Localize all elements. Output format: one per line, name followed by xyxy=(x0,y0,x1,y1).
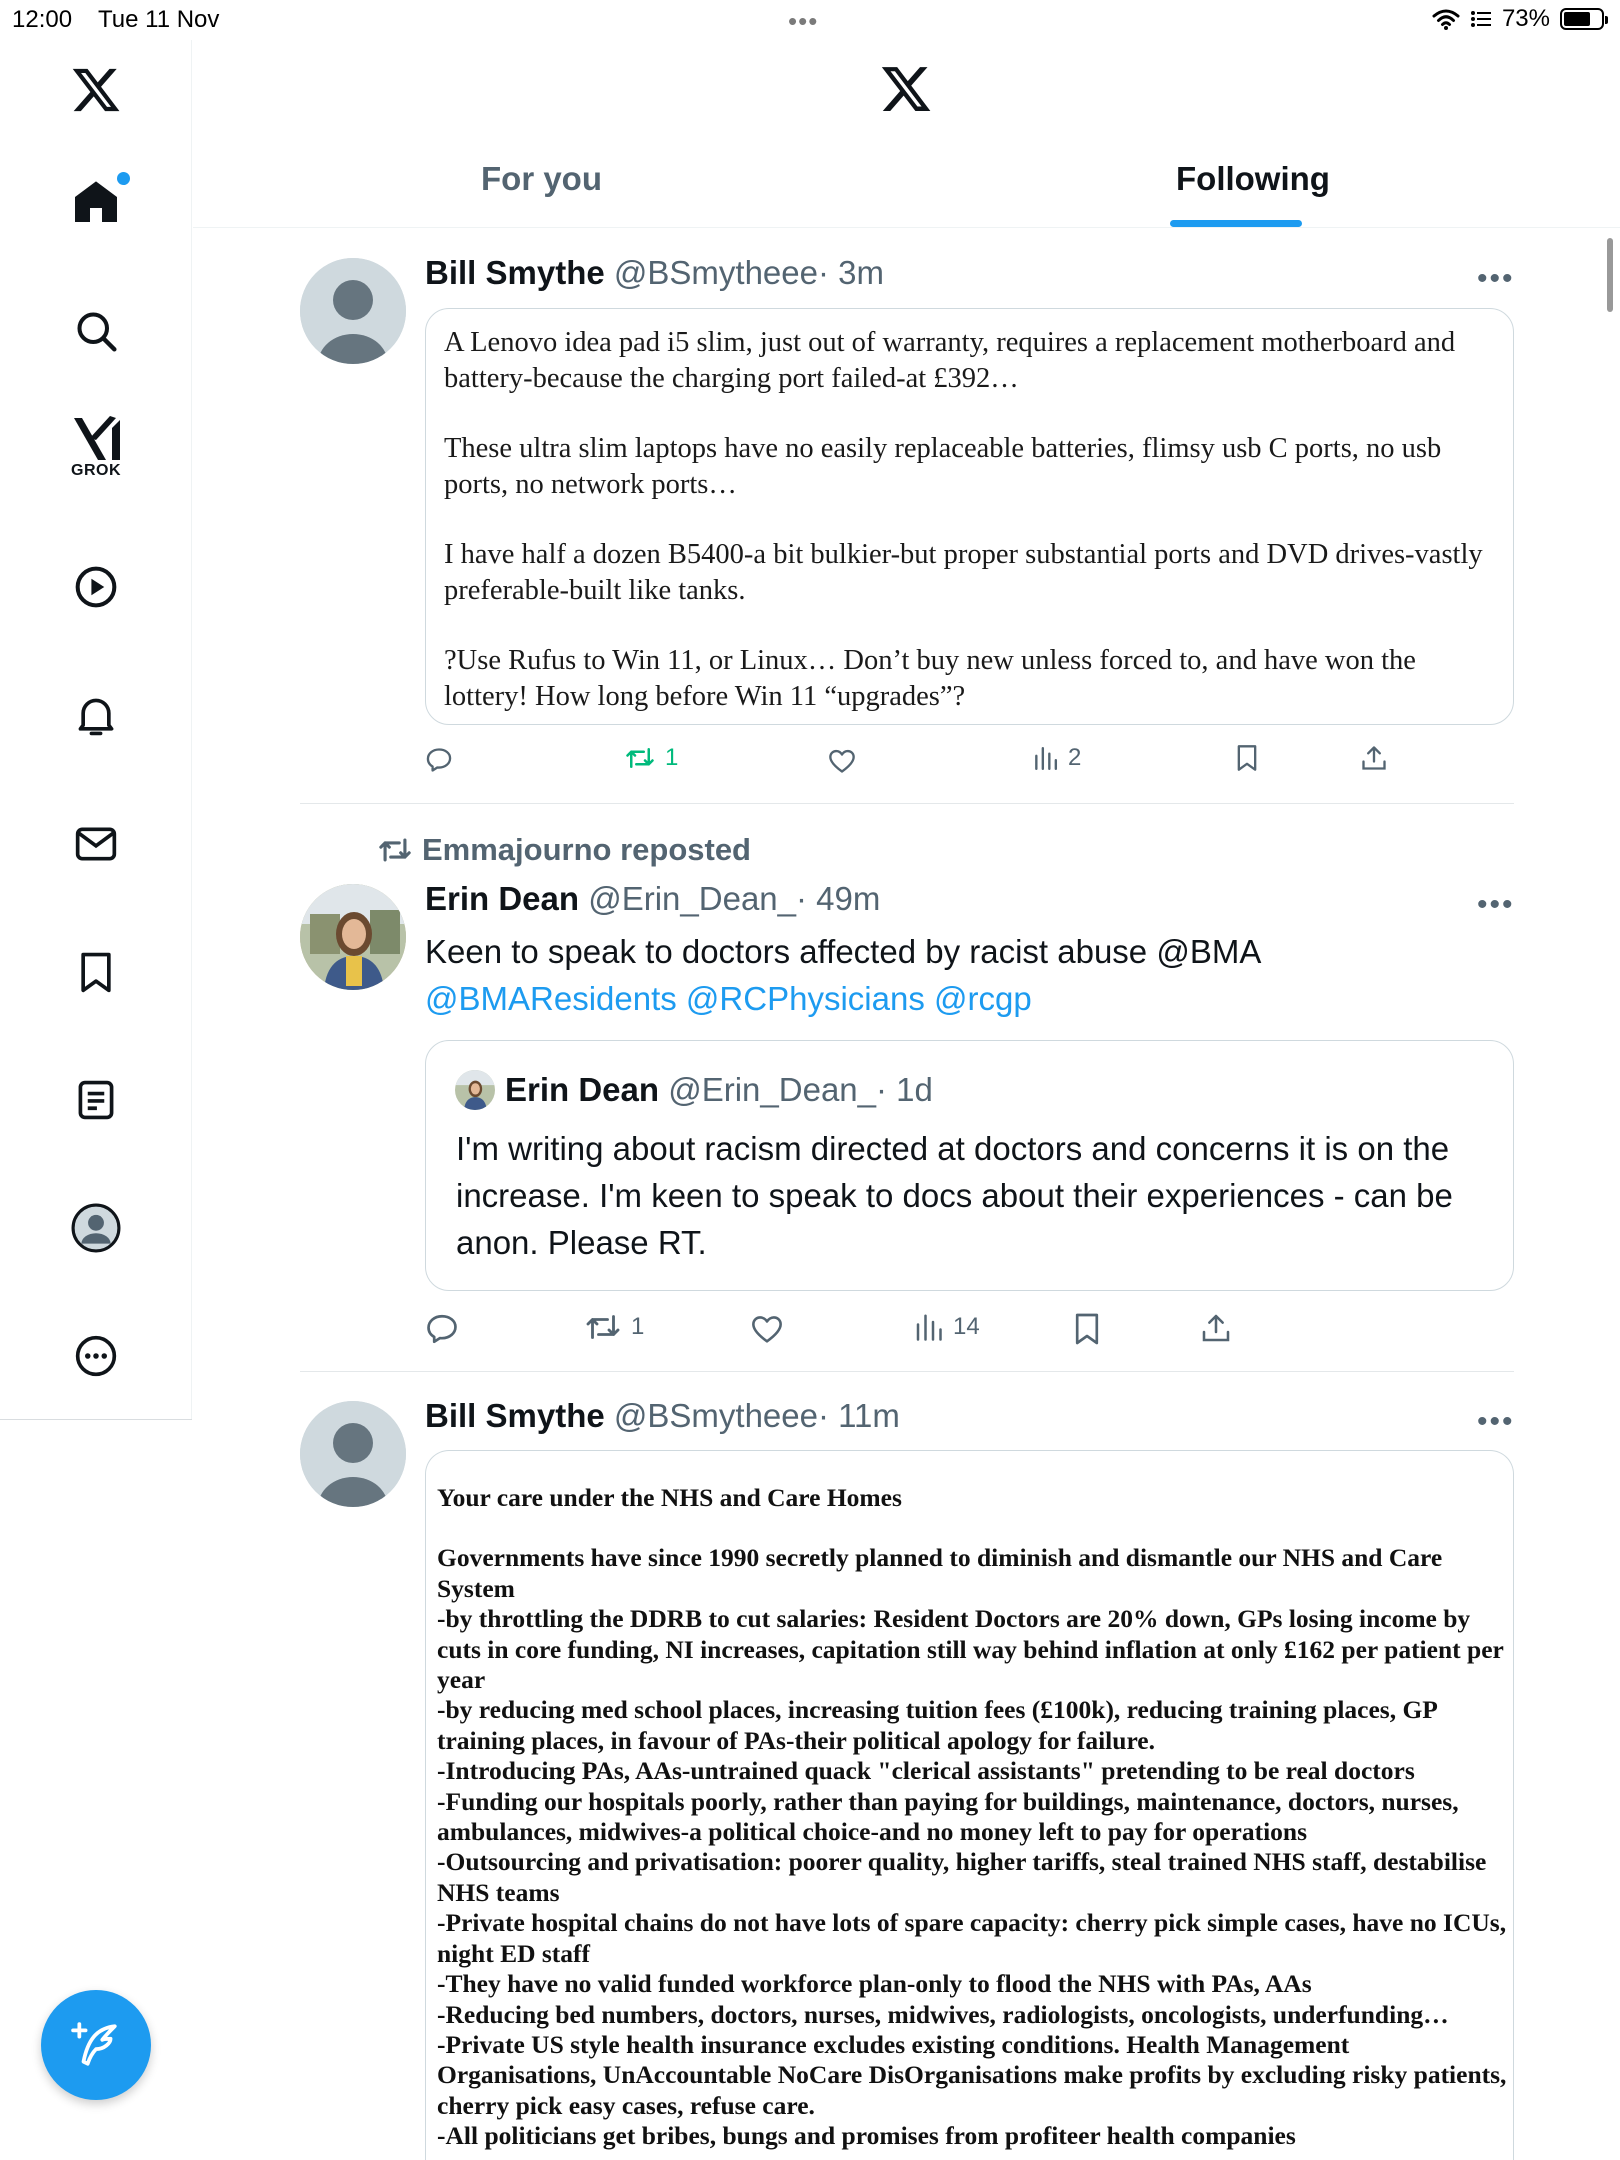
post-time[interactable]: · 49m xyxy=(796,880,881,917)
compose-feather-icon xyxy=(71,2020,121,2070)
author-handle[interactable]: @Erin_Dean_ xyxy=(588,880,796,917)
share-button[interactable] xyxy=(1200,1312,1232,1344)
notifications-bell-icon[interactable] xyxy=(56,676,136,756)
x-logo-icon[interactable] xyxy=(56,50,136,130)
avatar[interactable] xyxy=(300,1401,406,1507)
post-time[interactable]: · 3m xyxy=(817,254,884,291)
active-tab-indicator xyxy=(1170,220,1302,227)
tweet-header xyxy=(425,1397,900,1435)
reposted-by-label: Emmajourno reposted xyxy=(422,832,751,867)
compose-post-button[interactable] xyxy=(41,1990,151,2100)
battery-fill xyxy=(1564,12,1590,26)
share-button[interactable] xyxy=(1360,744,1388,772)
grok-icon[interactable] xyxy=(56,410,136,510)
search-icon[interactable] xyxy=(56,291,136,371)
sidebar xyxy=(0,40,192,1420)
messages-envelope-icon[interactable] xyxy=(56,804,136,884)
doc-line: -Introducing PAs, AAs-untrained quack "clerical assistants" pretending to be real doctors xyxy=(437,1756,1415,1786)
reply-button[interactable] xyxy=(425,746,453,774)
status-bar xyxy=(0,0,1620,40)
heart-icon xyxy=(828,748,856,774)
tweet-text xyxy=(425,928,1514,1022)
tweet-divider xyxy=(300,1371,1514,1372)
timeline-header xyxy=(193,40,1620,228)
heart-icon xyxy=(750,1314,784,1344)
post-time[interactable]: · 11m xyxy=(817,1397,900,1434)
doc-line: -Private US style health insurance excludes existing conditions. Health Management Organisations, UnAccountable NoCare DisOrganisations make profits by excluding risky patients, cherry pick easy cases, refuse care. xyxy=(437,2029,1507,2120)
multitasking-dots-icon[interactable]: ••• xyxy=(788,6,819,36)
tweet-text-line: Keen to speak to doctors affected by racist abuse @BMA xyxy=(425,933,1262,970)
doc-title: Your care under the NHS and Care Homes xyxy=(437,1483,902,1512)
doc-line: -by throttling the DDRB to cut salaries: Resident Doctors are 20% down, GPs losing income by cuts in core funding, NI increases, capitation still way behind inflation at only £162 per patient per year xyxy=(437,1604,1504,1695)
quoted-text: I'm writing about racism directed at doctors and concerns it is on the increase. I'm keen to speak to docs about their experiences - can be anon. Please RT. xyxy=(456,1130,1453,1261)
reply-icon xyxy=(425,1312,459,1346)
repost-button[interactable] xyxy=(625,744,678,772)
quoted-avatar xyxy=(455,1070,495,1110)
doc-line: -Reducing bed numbers, doctors, nurses, midwives, radiologists, oncologists, underfunding… xyxy=(437,1999,1449,2029)
status-right xyxy=(1432,5,1604,33)
repost-icon xyxy=(378,835,412,865)
reply-button[interactable] xyxy=(425,1312,459,1346)
author-name[interactable]: Bill Smythe xyxy=(425,254,605,291)
profile-avatar-icon[interactable] xyxy=(56,1188,136,1268)
doc-line: Governments have since 1990 secretly planned to diminish and dismantle our NHS and Care System xyxy=(437,1543,1443,1603)
tweet-divider xyxy=(300,803,1514,804)
avatar[interactable] xyxy=(300,884,406,990)
lists-icon[interactable] xyxy=(56,1060,136,1140)
tab-for-you[interactable]: For you xyxy=(481,160,602,197)
image-paragraph: A Lenovo idea pad i5 slim, just out of warranty, requires a replacement motherboard and battery-because the charging port failed-at £392… xyxy=(444,327,1456,394)
image-paragraph: These ultra slim laptops have no easily replaceable batteries, flimsy usb C ports, no usb ports, no network ports… xyxy=(444,433,1442,500)
image-paragraph: I have half a dozen B5400-a bit bulkier-but proper substantial ports and DVD drives-vastly preferable-built like tanks. xyxy=(444,539,1483,606)
tweet-header xyxy=(425,880,880,918)
tweet-media-image[interactable] xyxy=(425,1450,1514,2160)
repost-button[interactable] xyxy=(585,1312,644,1342)
tweet-header xyxy=(425,254,884,292)
share-icon xyxy=(1200,1312,1232,1344)
views-chart-icon xyxy=(1032,745,1058,771)
home-icon[interactable] xyxy=(56,162,136,242)
battery-percent: 73% xyxy=(1501,5,1550,32)
status-date: Tue 11 Nov xyxy=(98,6,220,33)
scrollbar[interactable] xyxy=(1607,238,1613,312)
author-name[interactable]: Bill Smythe xyxy=(425,1397,605,1434)
author-handle[interactable]: @BSmytheee xyxy=(613,1397,818,1434)
tweet-more-icon[interactable]: ••• xyxy=(1477,262,1515,295)
bookmarks-icon[interactable] xyxy=(56,932,136,1012)
quoted-author-handle: @Erin_Dean_ xyxy=(668,1071,876,1108)
bookmark-icon xyxy=(1073,1312,1101,1346)
tweet-more-icon[interactable]: ••• xyxy=(1477,1405,1515,1438)
doc-line: -by reducing med school places, increasing tuition fees (£100k), reducing training places, GP training places, in favour of PAs-their political apology for failure. xyxy=(437,1695,1437,1755)
share-icon xyxy=(1360,744,1388,772)
author-name[interactable]: Erin Dean xyxy=(425,880,580,917)
wifi-icon xyxy=(1432,8,1460,30)
home-unread-dot xyxy=(117,172,130,185)
doc-line: -All politicians get bribes, bungs and promises from profiteer health companies xyxy=(437,2121,1296,2151)
quoted-header xyxy=(505,1071,933,1109)
bookmark-button[interactable] xyxy=(1073,1312,1101,1346)
status-time: 12:00 xyxy=(12,6,73,33)
doc-line: -Outsourcing and privatisation: poorer quality, higher tariffs, steal trained NHS staff, destabilise NHS teams xyxy=(437,1847,1487,1907)
views-count: 2 xyxy=(1068,744,1082,771)
tweet-media-image[interactable] xyxy=(425,308,1514,725)
like-button[interactable] xyxy=(750,1314,784,1344)
x-header-logo-icon[interactable] xyxy=(879,62,933,121)
tweet-more-icon[interactable]: ••• xyxy=(1477,888,1515,921)
repost-count: 1 xyxy=(665,744,679,771)
mention-links[interactable]: @BMAResidents @RCPhysicians @rcgp xyxy=(425,980,1032,1017)
bookmark-button[interactable] xyxy=(1235,744,1259,772)
views-button[interactable] xyxy=(913,1312,980,1342)
views-button[interactable] xyxy=(1032,744,1081,772)
repost-count: 1 xyxy=(631,1313,645,1340)
grok-label: GROK xyxy=(71,462,121,479)
quoted-tweet[interactable] xyxy=(425,1040,1514,1291)
image-text xyxy=(444,325,1504,715)
doc-line: -They have no valid funded workforce plan-only to flood the NHS with PAs, AAs xyxy=(437,1969,1312,1999)
repost-icon xyxy=(625,745,655,771)
tab-following[interactable]: Following xyxy=(1176,160,1330,197)
orientation-lock-icon xyxy=(1470,9,1492,29)
reply-icon xyxy=(425,746,453,774)
battery-icon xyxy=(1560,8,1604,30)
repost-context[interactable] xyxy=(378,832,751,868)
quoted-post-time: · 1d xyxy=(876,1071,933,1108)
views-chart-icon xyxy=(913,1312,943,1342)
avatar[interactable] xyxy=(300,258,406,364)
image-text xyxy=(437,1483,1509,2152)
bookmark-icon xyxy=(1235,744,1259,772)
quoted-author-name: Erin Dean xyxy=(505,1071,660,1108)
sidebar-divider xyxy=(0,1419,192,1420)
doc-line: -Private hospital chains do not have lots of spare capacity: cherry pick simple cases, have no ICUs, night ED staff xyxy=(437,1908,1507,1968)
video-play-icon[interactable] xyxy=(56,547,136,627)
like-button[interactable] xyxy=(828,748,856,774)
author-handle[interactable]: @BSmytheee xyxy=(613,254,818,291)
doc-line: -Funding our hospitals poorly, rather than paying for buildings, maintenance, doctors, nurses, ambulances, midwives-a political choice-and no money left to pay for operations xyxy=(437,1786,1459,1847)
views-count: 14 xyxy=(953,1313,980,1340)
more-options-icon[interactable] xyxy=(56,1316,136,1396)
image-paragraph: ?Use Rufus to Win 11, or Linux… Don’t buy new unless forced to, and have won the lottery! How long before Win 11 “upgrades”? xyxy=(444,645,1416,712)
repost-icon xyxy=(585,1312,621,1342)
